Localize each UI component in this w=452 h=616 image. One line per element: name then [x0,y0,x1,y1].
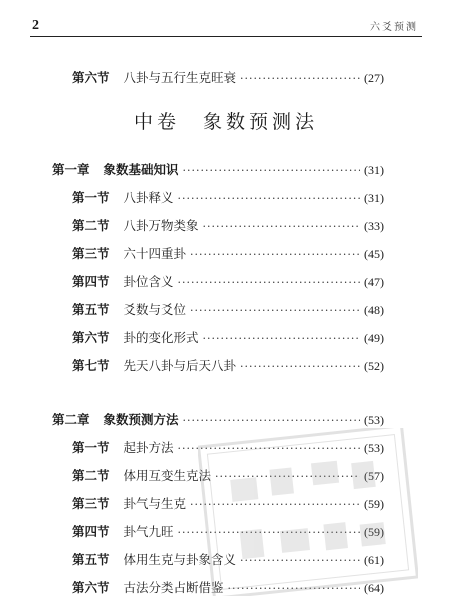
section-title: 体用生克与卦象含义 [123,552,237,567]
toc-entry[interactable] [72,438,384,456]
section-number: 第六节 [72,330,110,345]
page-ref: (52) [364,359,384,373]
page-number: 2 [32,18,39,33]
section-title: 体用互变生克法 [123,468,212,483]
page-ref: (31) [364,191,384,205]
page-ref: (47) [364,275,384,289]
toc-entry[interactable] [72,550,384,568]
section-title: 卦气与生克 [123,496,187,511]
dot-leader [215,470,360,483]
section-title: 卦的变化形式 [123,330,199,345]
section-title: 八卦万物类象 [123,218,199,233]
section-number: 第一节 [72,440,110,455]
chapter-title: 象数基础知识 [103,162,179,177]
section-number: 第四节 [72,274,110,289]
toc-entry[interactable] [72,244,384,262]
toc-entry[interactable] [72,356,384,374]
dot-leader [183,414,360,427]
page-ref: (27) [364,71,384,85]
section-number: 第四节 [72,524,110,539]
toc-entry[interactable] [72,216,384,234]
chapter-number: 第二章 [52,412,90,427]
page-ref: (53) [364,441,384,455]
toc-entry[interactable] [72,68,384,86]
dot-leader [240,72,360,85]
toc-entry[interactable] [72,300,384,318]
section-number: 第五节 [72,552,110,567]
section-title: 八卦释义 [123,190,174,205]
section-number: 第五节 [72,302,110,317]
toc-entry[interactable] [72,466,384,484]
toc-entry[interactable] [72,328,384,346]
section-number: 第二节 [72,218,110,233]
dot-leader [190,304,360,317]
section-title: 卦气九旺 [123,524,174,539]
section-number: 第六节 [72,70,110,85]
toc-entry[interactable] [72,272,384,290]
toc-entry[interactable] [72,494,384,512]
chapter-title: 象数预测方法 [103,412,179,427]
dot-leader [240,554,360,567]
dot-leader [178,442,360,455]
dot-leader [203,332,360,345]
section-title: 爻数与爻位 [123,302,187,317]
dot-leader [183,164,360,177]
dot-leader [178,526,360,539]
dot-leader [228,582,360,595]
page-ref: (33) [364,219,384,233]
page-ref: (48) [364,303,384,317]
page-ref: (64) [364,581,384,595]
part-heading: 中卷 象数预测法 [133,111,318,133]
running-title: 六爻预测 [370,22,418,33]
page-ref: (59) [364,497,384,511]
dot-leader [190,498,360,511]
dot-leader [190,248,360,261]
section-number: 第二节 [72,468,110,483]
chapter-entry[interactable] [52,160,384,178]
page-ref: (49) [364,331,384,345]
section-number: 第三节 [72,496,110,511]
section-title: 起卦方法 [123,440,174,455]
page-ref: (45) [364,247,384,261]
section-title: 卦位含义 [123,274,174,289]
chapter-number: 第一章 [52,162,90,177]
dot-leader [240,360,360,373]
dot-leader [178,276,360,289]
toc-entry[interactable] [72,188,384,206]
page-ref: (61) [364,553,384,567]
section-number: 第六节 [72,580,110,595]
toc-entry[interactable] [72,578,384,596]
section-title: 六十四重卦 [123,246,187,261]
page-header [30,10,422,37]
dot-leader [203,220,360,233]
section-number: 第三节 [72,246,110,261]
section-number: 第一节 [72,190,110,205]
section-title: 八卦与五行生克旺衰 [123,70,237,85]
section-number: 第七节 [72,358,110,373]
page-ref: (59) [364,525,384,539]
page-ref: (31) [364,163,384,177]
dot-leader [178,192,360,205]
toc-entry[interactable] [72,522,384,540]
page-ref: (57) [364,469,384,483]
page-ref: (53) [364,413,384,427]
section-title: 古法分类占断借鉴 [123,580,224,595]
chapter-entry[interactable] [52,410,384,428]
section-title: 先天八卦与后天八卦 [123,358,237,373]
